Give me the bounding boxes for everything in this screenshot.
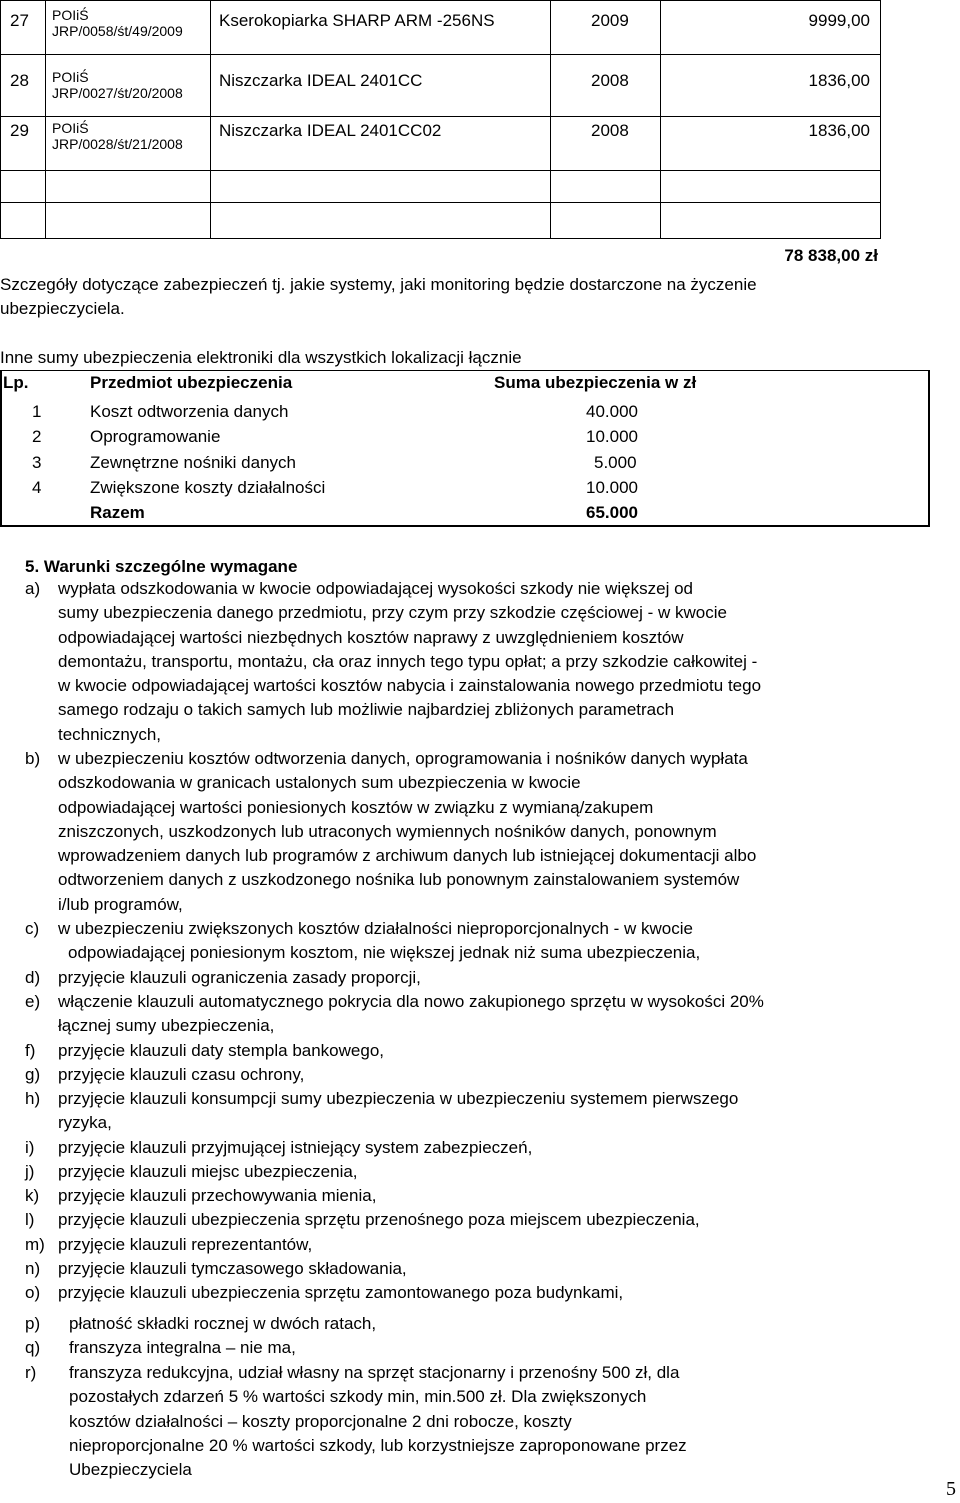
condition-label: a) [25,579,41,598]
assets-total: 78 838,00 zł [784,246,878,265]
condition-label: d) [25,968,41,987]
row-subject: Koszt odtworzenia danych [90,402,289,421]
inv-line2: JRP/0027/śt/20/2008 [52,85,183,101]
condition-label: j) [25,1162,35,1181]
table-row-empty [1,203,881,239]
header-sum: Suma ubezpieczenia w zł [494,373,697,392]
condition-label: o) [25,1283,41,1302]
condition-text: przyjęcie klauzuli ubezpieczenia sprzętu zamontowanego poza budynkami, [58,1283,624,1302]
condition-label: k) [25,1186,40,1205]
condition-text: przyjęcie klauzuli przyjmującej istniejący system zabezpieczeń, [58,1138,533,1157]
condition-text: przyjęcie klauzuli miejsc ubezpieczenia, [58,1162,358,1181]
condition-label: r) [25,1363,37,1382]
row-lp: 1 [32,402,42,421]
table-row [1,55,881,117]
condition-label: l) [25,1210,35,1229]
condition-text: w ubezpieczeniu kosztów odtworzenia danych, oprogramowania i nośników danych wypłata odszkodowania w granicach ustalonych sum ubezpieczenia w kwocie odpowiadającej wartości poniesionych kosztów w związku z wymianą/zakupem zniszczonych, uszkodzonych lub utraconych wymiennych nośników danych, ponownym wprowadzeniem danych lub programów z archiwum danych lub istniejącej dokumentacji albo odtworzeniem danych z uszkodzonego nośnika lub ponownym zainstalowaniem systemów i/lub programów, [58,749,757,914]
row-subject: Zwiększone koszty działalności [90,478,326,497]
condition-text: wypłata odszkodowania w kwocie odpowiadającej wysokości szkody nie większej od sumy ubezpieczenia danego przedmiotu, przy czym przy szkodzie częściowej - w kwocie odpowiadającej wartości niezbędnych kosztów naprawy z uwzględnieniem kosztów demontażu, transportu, montażu, cła oraz innych tego typu opłat; a przy szkodzie całkowitej - w kwocie odpowiadającej wartości kosztów nabycia i zainstalowania nowego przedmiotu tego samego rodzaju o takich samych lub możliwie najbardziej zbliżonych parametrach technicznych, [58,579,762,744]
condition-text: w ubezpieczeniu zwiększonych kosztów działalności nieproporcjonalnych - w kwocie odpowiadającej poniesionym kosztom, nie większej jednak niż suma ubezpieczenia, [58,919,701,963]
row-lp: 2 [32,427,42,446]
condition-label: n) [25,1259,41,1278]
condition-text: płatność składki rocznej w dwóch ratach, [69,1314,377,1333]
asset-year: 2009 [551,1,661,55]
condition-text: przyjęcie klauzuli ubezpieczenia sprzętu przenośnego poza miejscem ubezpieczenia, [58,1210,700,1229]
electronics-title: Inne sumy ubezpieczenia elektroniki dla wszystkich lokalizacji łącznie [0,348,522,367]
asset-name: Niszczarka IDEAL 2401CC02 [211,117,551,171]
condition-text: franszyza redukcyjna, udział własny na sprzęt stacjonarny i przenośny 500 zł, dla pozostałych zdarzeń 5 % wartości szkody min, min.500 zł. Dla zwiększonych kosztów działalności – koszty proporcjonalne 2 dni robocze, koszty nieproporcjonalne 20 % wartości szkody, lub korzystniejsze zaproponowane przez Ubezpieczyciela [69,1363,687,1480]
header-lp: Lp. [3,373,29,392]
condition-label: b) [25,749,41,768]
table-total-row [2,501,928,525]
header-subject: Przedmiot ubezpieczenia [90,373,293,392]
asset-lp: 28 [1,55,46,117]
asset-name: Niszczarka IDEAL 2401CC [211,55,551,117]
table-row-empty [1,171,881,203]
table-row [1,1,881,55]
table-row [2,425,928,449]
condition-text: przyjęcie klauzuli czasu ochrony, [58,1065,305,1084]
table-row [1,117,881,171]
asset-year: 2008 [551,117,661,171]
asset-name: Kserokopiarka SHARP ARM -256NS [211,1,551,55]
security-details-line1: Szczegóły dotyczące zabezpieczeń tj. jakie systemy, jaki monitoring będzie dostarczone na życzenie [0,275,757,294]
asset-value: 1836,00 [661,117,881,171]
asset-inventory-number [46,117,211,171]
table-row [2,451,928,475]
condition-text: franszyza integralna – nie ma, [69,1338,296,1357]
row-sum: 10.000 [586,478,638,497]
electronics-sums-header [0,371,930,395]
table-row [2,476,928,500]
asset-table [0,0,881,239]
inv-line1: POIiŚ [52,69,89,85]
condition-label: q) [25,1338,41,1357]
row-sum: 40.000 [586,402,638,421]
asset-lp: 27 [1,1,46,55]
condition-label: m) [25,1235,45,1254]
asset-value: 1836,00 [661,55,881,117]
condition-label: e) [25,992,41,1011]
total-sum: 65.000 [586,503,638,522]
asset-lp: 29 [1,117,46,171]
asset-year: 2008 [551,55,661,117]
condition-text: włączenie klauzuli automatycznego pokrycia dla nowo zakupionego sprzętu w wysokości 20% łącznej sumy ubezpieczenia, [58,992,764,1036]
condition-text: przyjęcie klauzuli daty stempla bankowego, [58,1041,385,1060]
row-subject: Zewnętrzne nośniki danych [90,453,297,472]
section-title: 5. Warunki szczególne wymagane [25,557,298,576]
row-sum: 5.000 [594,453,637,472]
condition-text: przyjęcie klauzuli konsumpcji sumy ubezpieczenia w ubezpieczeniu systemem pierwszego ryzyka, [58,1089,739,1133]
total-label: Razem [90,503,145,522]
condition-text: przyjęcie klauzuli reprezentantów, [58,1235,313,1254]
condition-text: przyjęcie klauzuli tymczasowego składowania, [58,1259,407,1278]
condition-label: c) [25,919,40,938]
row-subject: Oprogramowanie [90,427,221,446]
row-sum: 10.000 [586,427,638,446]
page-number: 5 [946,1478,956,1500]
security-details-line2: ubezpieczyciela. [0,299,125,318]
inv-line1: POIiŚ [52,120,89,136]
row-lp: 4 [32,478,42,497]
asset-value: 9999,00 [661,1,881,55]
condition-label: f) [25,1041,36,1060]
inv-line1: POIiŚ [52,7,89,23]
condition-label: h) [25,1089,41,1108]
asset-inventory-number [46,1,211,55]
condition-label: g) [25,1065,41,1084]
inv-line2: JRP/0058/śt/49/2009 [52,23,183,39]
condition-label: i) [25,1138,35,1157]
table-row [2,400,928,424]
row-lp: 3 [32,453,42,472]
condition-label: p) [25,1314,41,1333]
inv-line2: JRP/0028/śt/21/2008 [52,136,183,152]
asset-inventory-number [46,55,211,117]
condition-text: przyjęcie klauzuli przechowywania mienia, [58,1186,377,1205]
condition-text: przyjęcie klauzuli ograniczenia zasady proporcji, [58,968,421,987]
